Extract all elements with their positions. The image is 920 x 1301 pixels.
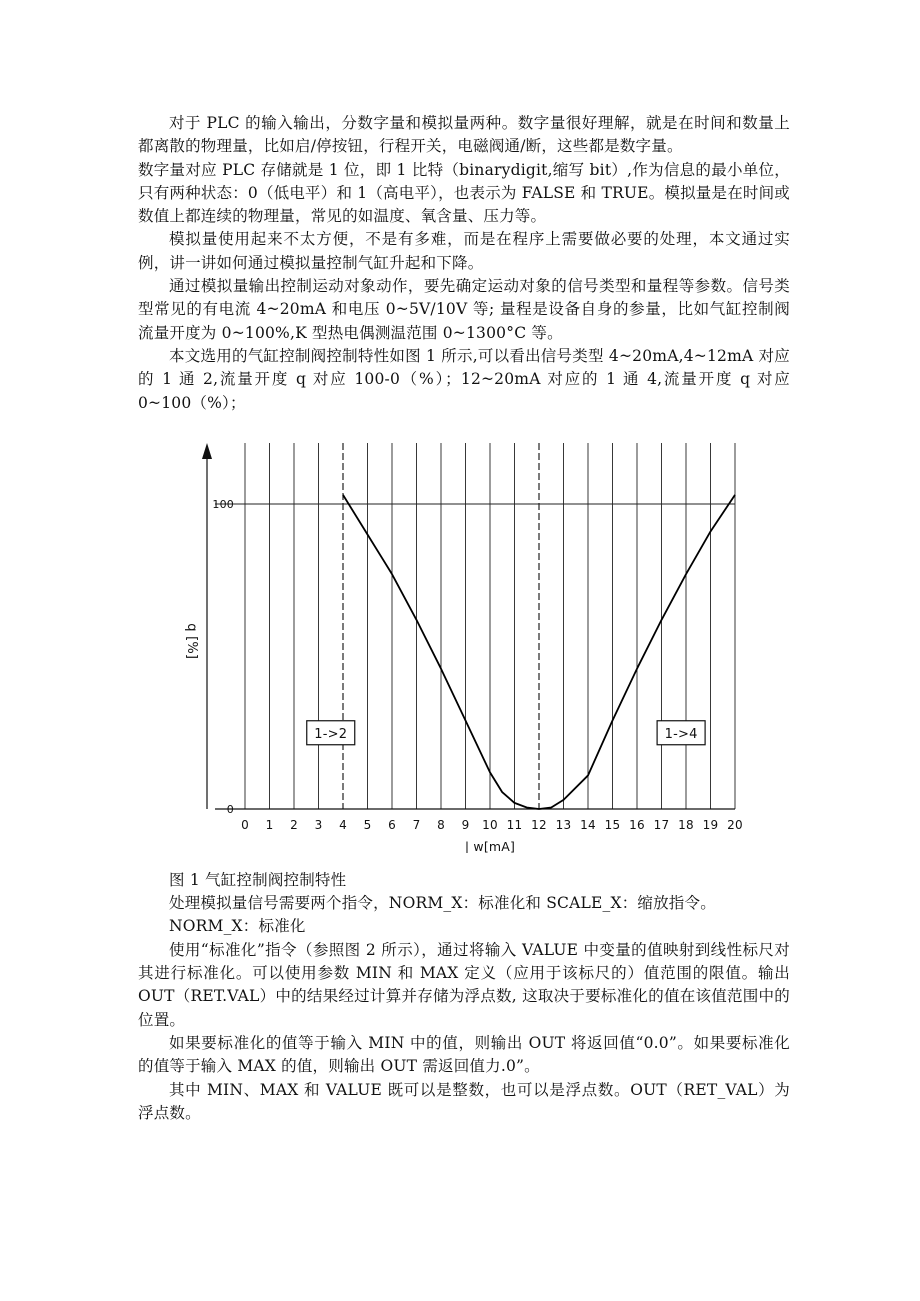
x-tick-label: 15	[604, 817, 621, 832]
annotation-label: 1->2	[314, 726, 348, 742]
paragraph: 通过模拟量输出控制运动对象动作，要先确定运动对象的信号类型和量程等参数。信号类型常见的有电流 4~20mA 和电压 0~5V/10V 等; 量程是设备自身的参量，比如气缸控制阀流量开度为 0~100%,K 型热电偶测温范围 0~1300°C 等。	[138, 277, 790, 342]
x-tick-label: 6	[388, 817, 396, 832]
x-tick-label: 12	[531, 817, 547, 832]
x-tick-label: 20	[727, 817, 743, 832]
y-tick-label: 100	[212, 497, 234, 511]
annotation-label: 1->4	[664, 726, 698, 742]
x-tick-label: 1	[265, 817, 274, 832]
x-tick-label: 14	[580, 817, 596, 832]
x-tick-label: 9	[461, 817, 470, 832]
top-paragraphs	[138, 112, 790, 415]
figure-caption: 图 1 气缸控制阀控制特性	[169, 870, 347, 889]
bottom-paragraphs	[138, 869, 790, 1125]
x-axis-label: | w[mA]	[464, 838, 516, 853]
document-page	[138, 112, 790, 1125]
paragraph: 其中 MIN、MAX 和 VALUE 既可以是整数，也可以是浮点数。OUT（RET_VAL）为浮点数。	[138, 1080, 790, 1122]
x-tick-label: 5	[363, 817, 372, 832]
paragraph: 处理模拟量信号需要两个指令，NORM_X：标准化和 SCALE_X：缩放指令。	[169, 894, 716, 913]
x-tick-label: 11	[506, 817, 523, 832]
series-line	[343, 495, 735, 809]
x-tick-label: 3	[314, 817, 323, 832]
x-tick-label: 7	[412, 817, 421, 832]
paragraph: NORM_X：标准化	[169, 917, 306, 936]
paragraph: 数字量对应 PLC 存储就是 1 位，即 1 比特（binarydigit,缩写 bit）,作为信息的最小单位，只有两种状态：0（低电平）和 1（高电平），也表示为 FALSE 和 TRUE。模拟量是在时间或数值上都连续的物理量，常见的如温度、氧含量、压力等。	[138, 160, 790, 226]
y-axis-arrow	[202, 443, 212, 459]
x-tick-label: 17	[653, 817, 670, 832]
x-tick-label: 4	[339, 817, 347, 832]
paragraph: 使用“标准化”指令（参照图 2 所示），通过将输入 VALUE 中变量的值映射到线性标尺对其进行标准化。可以使用参数 MIN 和 MAX 定义（应用于该标尺的）值范围的限值。输出 OUT（RET.VAL）中的结果经过计算并存储为浮点数, 这取决于要标准化的值在该值范围中的位置。	[138, 940, 790, 1029]
paragraph: 模拟量使用起来不太方便，不是有多难，而是在程序上需要做必要的处理，本文通过实例，讲一讲如何通过模拟量控制气缸升起和下降。	[138, 230, 790, 272]
y-axis-label: q [%]	[184, 623, 199, 660]
x-tick-label: 18	[678, 817, 694, 832]
x-tick-label: 2	[290, 817, 298, 832]
x-tick-label: 19	[702, 817, 719, 832]
x-tick-label: 10	[482, 817, 498, 832]
paragraph: 对于 PLC 的输入输出，分数字量和模拟量两种。数字量很好理解，就是在时间和数量上都离散的物理量，比如启/停按钮，行程开关，电磁阀通/断，这些都是数字量。	[138, 114, 790, 156]
y-tick-label: 0	[226, 802, 234, 816]
paragraph: 本文选用的气缸控制阀控制特性如图 1 所示,可以看出信号类型 4~20mA,4~12mA 对应的 1 通 2,流量开度 q 对应 100-0（%）；12~20mA 对应的 1 通 4,流量开度 q 对应 0~100（%）；	[138, 346, 790, 412]
x-tick-label: 8	[437, 817, 445, 832]
paragraph: 如果要标准化的值等于输入 MIN 中的值，则输出 OUT 将返回值“0.0”。如果要标准化的值等于输入 MAX 的值，则输出 OUT 需返回值力.0”。	[138, 1033, 790, 1076]
x-tick-label: 16	[629, 817, 645, 832]
x-tick-label: 13	[555, 817, 572, 832]
control-characteristic-chart	[138, 423, 790, 853]
figure-1	[138, 423, 790, 853]
x-tick-label: 0	[241, 817, 249, 832]
